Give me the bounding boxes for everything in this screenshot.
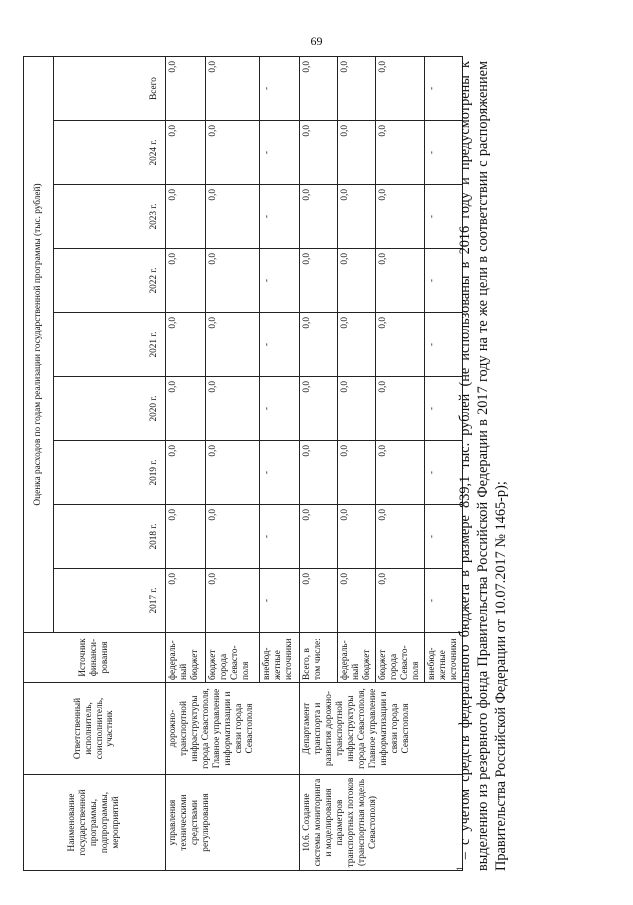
value-cell: 0,0 [300, 185, 338, 249]
value-cell: - [424, 56, 462, 120]
header-funding-source: Источник финанси-рования [24, 633, 166, 683]
value-cell: 0,0 [376, 249, 425, 313]
header-year: 2020 г. [54, 377, 166, 441]
footnote-text: – с учетом средств федерального бюджета в размере 839,1 тыс. рублей (не использованы в 2016 году и предусмотрены к выделению из резервного фонда Правительства Российской Федерации в 2017 году на те же цели в соответствии с распоряжением Правительства Российской Федерации от 10.07.2017 № 1465-р); [456, 61, 509, 871]
value-cell: 0,0 [166, 313, 206, 377]
value-cell: 0,0 [300, 249, 338, 313]
value-cell: 0,0 [166, 441, 206, 505]
value-cell: - [260, 313, 300, 377]
funding-source-cell: федераль-ный бюджет [338, 633, 376, 683]
value-cell: 0,0 [338, 121, 376, 185]
value-cell: - [424, 313, 462, 377]
value-cell: 0,0 [206, 505, 260, 569]
value-cell: - [424, 441, 462, 505]
value-cell: 0,0 [300, 377, 338, 441]
table-row [300, 56, 338, 870]
value-cell: 0,0 [376, 121, 425, 185]
value-cell: 0,0 [300, 56, 338, 120]
value-cell: 0,0 [338, 185, 376, 249]
value-cell: 0,0 [166, 56, 206, 120]
value-cell: 0,0 [206, 377, 260, 441]
funding-source-cell: внебюд-жетные источники [260, 633, 300, 683]
header-program-name: Наименование государственной программы, подпрограммы, мероприятий [24, 775, 166, 871]
header-responsible: Ответственный исполнитель, соисполнитель, участник [24, 683, 166, 775]
value-cell: 0,0 [338, 569, 376, 633]
value-cell: - [260, 569, 300, 633]
header-year: 2017 г. [54, 569, 166, 633]
value-cell: 0,0 [166, 569, 206, 633]
value-cell: 0,0 [338, 56, 376, 120]
header-year: 2024 г. [54, 121, 166, 185]
value-cell: 0,0 [166, 377, 206, 441]
funding-source-cell: внебюд-жетные источники [424, 633, 462, 683]
header-year: 2022 г. [54, 249, 166, 313]
value-cell: - [260, 185, 300, 249]
value-cell: 0,0 [338, 505, 376, 569]
value-cell: - [424, 185, 462, 249]
header-year: 2021 г. [54, 313, 166, 377]
value-cell: 0,0 [206, 313, 260, 377]
value-cell: 0,0 [300, 441, 338, 505]
value-cell: 0,0 [376, 441, 425, 505]
value-cell: 0,0 [338, 377, 376, 441]
value-cell: - [260, 505, 300, 569]
value-cell: 0,0 [206, 441, 260, 505]
value-cell: 0,0 [166, 249, 206, 313]
value-cell: 0,0 [338, 249, 376, 313]
footnote-marker: 1 [455, 866, 465, 871]
value-cell: 0,0 [300, 505, 338, 569]
page-number: 69 [310, 34, 323, 48]
value-cell: 0,0 [166, 185, 206, 249]
funding-source-cell: бюджет города Севасто-поля [206, 633, 260, 683]
header-total: Всего [54, 56, 166, 120]
value-cell: 0,0 [376, 313, 425, 377]
funding-source-cell: Всего, в том числе: [300, 633, 338, 683]
value-cell: 0,0 [376, 56, 425, 120]
value-cell: - [260, 441, 300, 505]
value-cell: - [260, 121, 300, 185]
header-year: 2018 г. [54, 505, 166, 569]
responsible-cell: дорожно-транспортной инфраструктуры города Севастополя, Главное управление информатизации и связи города Севастополя [166, 683, 300, 775]
responsible-cell: Департамент транспорта и развития дорожно-транспортной инфраструктуры города Севастополя, Главное управление информатизации и связи города Севастополя [300, 683, 463, 775]
value-cell: - [424, 121, 462, 185]
value-cell: 0,0 [376, 377, 425, 441]
value-cell: - [260, 249, 300, 313]
program-name-cell: 10.6. Создание системы мониторинга и моделирования параметров транспортных потоков (транспортная модель Севастополя) [300, 775, 463, 871]
value-cell: 0,0 [300, 313, 338, 377]
header-year: 2023 г. [54, 185, 166, 249]
value-cell: 0,0 [206, 56, 260, 120]
value-cell: 0,0 [166, 505, 206, 569]
value-cell: - [260, 56, 300, 120]
value-cell: 0,0 [376, 569, 425, 633]
value-cell: - [260, 377, 300, 441]
value-cell: 0,0 [338, 313, 376, 377]
funding-source-cell: федераль-ный бюджет [166, 633, 206, 683]
header-expense-estimate: Оценка расходов по годам реализации государственной программы (тыс. рублей) [24, 56, 54, 632]
header-year: 2019 г. [54, 441, 166, 505]
table-row [166, 56, 206, 870]
value-cell: 0,0 [300, 569, 338, 633]
value-cell: 0,0 [206, 121, 260, 185]
value-cell: 0,0 [206, 569, 260, 633]
footnote [451, 61, 510, 871]
value-cell: - [424, 249, 462, 313]
value-cell: 0,0 [166, 121, 206, 185]
value-cell: - [424, 505, 462, 569]
header-row-1 [24, 56, 54, 870]
value-cell: - [424, 569, 462, 633]
value-cell: 0,0 [338, 441, 376, 505]
value-cell: 0,0 [376, 185, 425, 249]
value-cell: 0,0 [206, 185, 260, 249]
value-cell: 0,0 [206, 249, 260, 313]
value-cell: 0,0 [376, 505, 425, 569]
value-cell: 0,0 [300, 121, 338, 185]
value-cell: - [424, 377, 462, 441]
budget-table [23, 56, 463, 871]
rotated-page-content [23, 51, 583, 871]
funding-source-cell: бюджет города Севасто-поля [376, 633, 425, 683]
program-name-cell: управления техническими средствами регулирования [166, 775, 300, 871]
